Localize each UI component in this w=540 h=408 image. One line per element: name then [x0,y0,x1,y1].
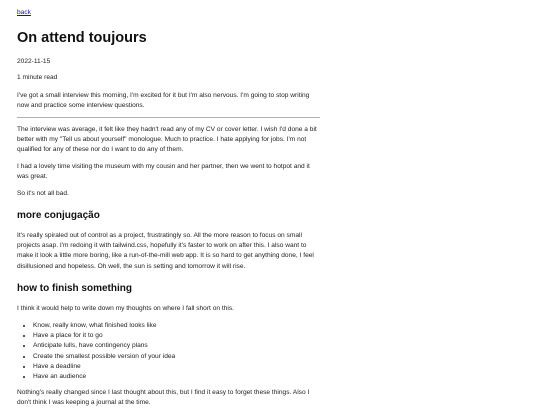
divider [17,117,320,118]
section-paragraph: I think it would help to write down my thoughts on where I fall short on this. [17,305,234,312]
post-title: On attend toujours [17,30,147,46]
body-paragraph: So it's not all bad. [17,190,69,197]
list-item: • Have an audience [33,372,323,382]
body-paragraph: I had a lovely time visiting the museum with my cousin and her partner, then we went to hotpot and it was great. [17,163,310,181]
section-paragraph: Nothing's really changed since I last thought about this, but I find it easy to forget these things. Also I don't think I was keeping a journal at the time. [17,389,310,407]
back-link[interactable]: back [17,9,31,16]
tips-list [17,321,323,382]
list-item: • Have a deadline [33,362,323,372]
read-time: 1 minute read [17,74,58,81]
intro-paragraph: I've got a small interview this morning, I'm excited for it but I'm also nervous. I'm going to stop writing now and practice some interview questions. [17,92,310,110]
list-item: • Create the smallest possible version of your idea [33,352,323,362]
list-item: • Have a place for it to go [33,331,323,341]
list-item: • Anticipate lulls, have contingency plans [33,341,323,351]
body-paragraph: The interview was average, it felt like they hadn't read any of my CV or cover letter. I wish I'd done a bit better with my "Tell us about yourself" monologue. Much to practice. I hate applying for jobs. I'm not qualified for any of these nor do I want to do any of them. [17,126,317,154]
section-paragraph: It's really spiraled out of control as a project, frustratingly so. All the more reason to focus on small projects asap. I'm redoing it with tailwind.css, hopefully it's faster to work on after this. I also want to make it look a little more boring, like a run-of-the-mill web app. It is so hard to get anything done, I feel disillusioned and hopeless. Oh well, the sun is setting and tomorrow it will rise. [17,232,314,270]
section-heading: more conjugação [17,210,100,221]
section-heading: how to finish something [17,283,132,294]
post-date: 2022-11-15 [17,58,51,65]
list-item: • Know, really know, what finished looks like [33,321,323,331]
